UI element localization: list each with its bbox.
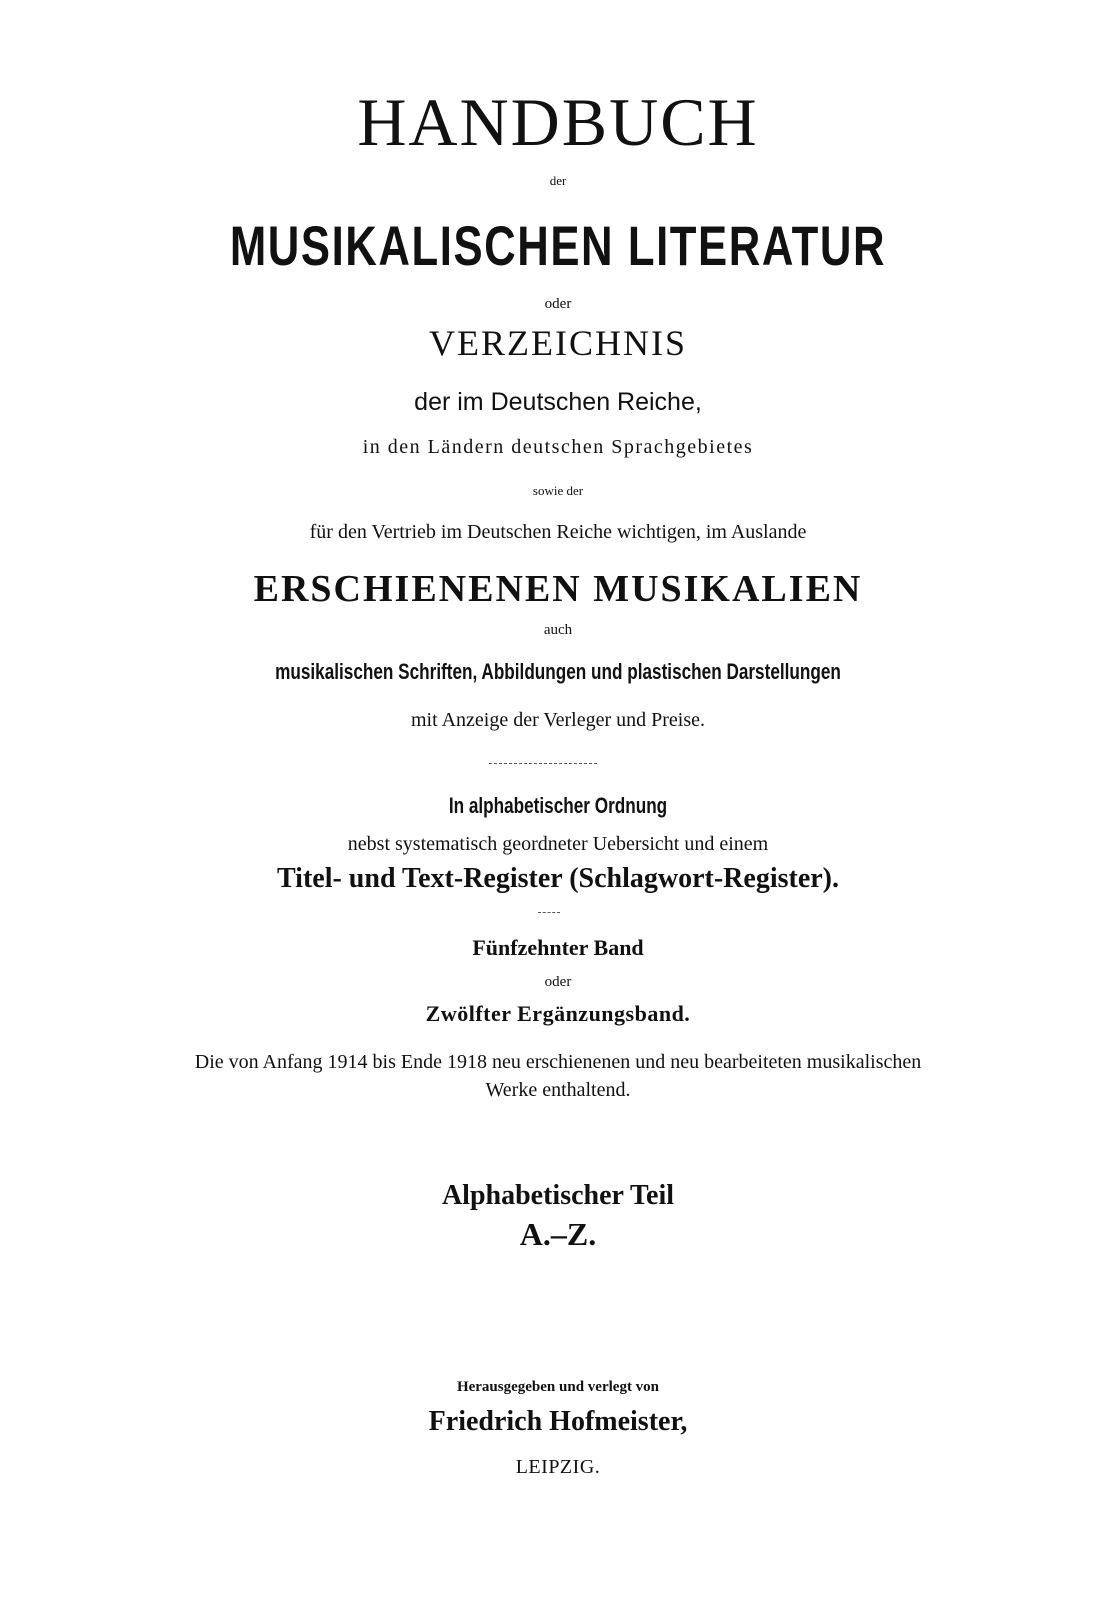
description-line-1: Die von Anfang 1914 bis Ende 1918 neu erschienenen und neu bearbeiteten musikalischen — [194, 1051, 922, 1073]
main-title: HANDBUCH — [357, 84, 759, 160]
description-line-2: Werke enthaltend. — [485, 1079, 631, 1101]
supplement-volume: Zwölfter Ergänzungsband. — [425, 1001, 691, 1026]
part-title: Alphabetischer Teil — [441, 1180, 675, 1211]
connector-der: der — [549, 173, 567, 188]
separator-rule-short — [538, 912, 560, 913]
publication-place: LEIPZIG. — [515, 1456, 601, 1478]
volume-number: Fünfzehnter Band — [472, 935, 644, 960]
subtitle-heading: MUSIKALISCHEN LITERATUR — [229, 214, 887, 277]
separator-rule — [489, 763, 597, 764]
publisher-name: Friedrich Hofmeister, — [428, 1406, 688, 1437]
writings-line: musikalischen Schriften, Abbildungen und plastischen Darstellungen — [275, 659, 841, 684]
publisher-price-line: mit Anzeige der Verleger und Preise. — [411, 709, 705, 731]
region-line: der im Deutschen Reiche, — [414, 388, 702, 416]
connector-auch: auch — [543, 622, 573, 638]
register-heading: Titel- und Text-Register (Schlagwort-Register). — [277, 863, 839, 894]
connector-oder-2: oder — [544, 974, 572, 990]
alphabet-range: A.–Z. — [519, 1216, 597, 1252]
alphabetical-order-heading: In alphabetischer Ordnung — [448, 793, 668, 818]
published-music-heading: ERSCHIENENEN MUSIKALIEN — [253, 568, 863, 610]
publisher-intro: Herausgegeben und verlegt von — [456, 1379, 660, 1395]
distribution-line: für den Vertrieb im Deutschen Reiche wichtigen, im Auslande — [309, 521, 807, 543]
language-area-line: in den Ländern deutschen Sprachgebietes — [362, 436, 754, 458]
connector-oder: oder — [544, 296, 572, 312]
connector-sowie: sowie der — [532, 483, 584, 498]
overview-line: nebst systematisch geordneter Uebersicht und einem — [347, 833, 769, 855]
verzeichnis-heading: VERZEICHNIS — [429, 323, 687, 363]
